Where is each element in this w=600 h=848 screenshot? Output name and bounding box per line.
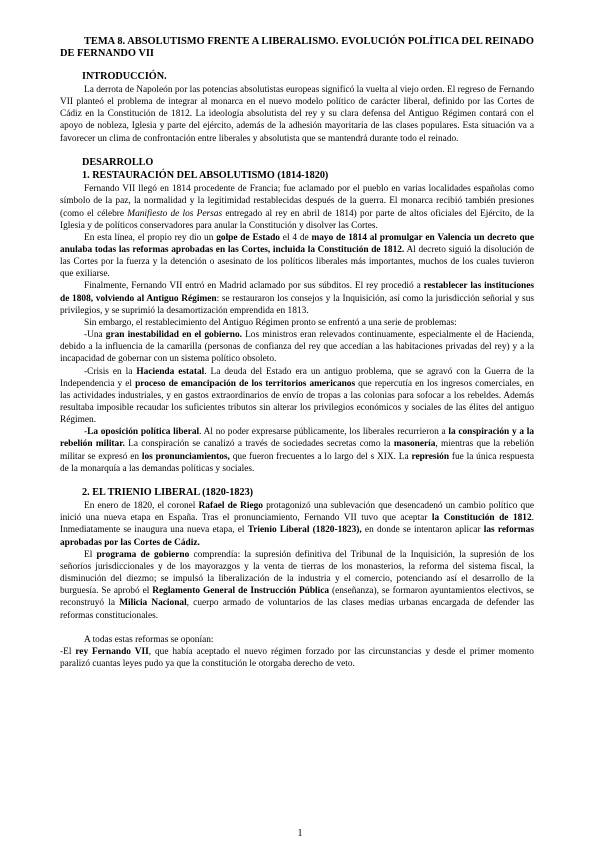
section-1-heading: 1. RESTAURACIÓN DEL ABSOLUTISMO (1814-1820) bbox=[82, 170, 329, 181]
section-2-heading: 2. EL TRIENIO LIBERAL (1820-1823) bbox=[82, 486, 254, 498]
page-content bbox=[60, 36, 534, 670]
page-number: 1 bbox=[297, 828, 303, 839]
s2-paragraph-3: A todas estas reformas se oponían: bbox=[84, 634, 214, 645]
s2-paragraph-2: El programa de gobierno comprendía: la supresión definitiva del Tribunal de la Inquisición, la supresión de los señoríos jurisdiccionales y de los mayorazgos y la venta de tierras de los monasterios, la reforma del sistema fiscal, la disminución del diezmo; se impulsó la liberalización de la industria y el comercio, potenciando así el desarrollo de la burguesía. Se aprobó el Reglamento General de Instrucción Pública (enseñanza), se formaron ayuntamientos electivos, se reconstruyó la Milicia Nacional, cuerpo armado de voluntarios de las clases medias urbanas encargada de defender las reformas constitucionales. bbox=[60, 549, 534, 621]
document-title: TEMA 8. ABSOLUTISMO FRENTE A LIBERALISMO. EVOLUCIÓN POLÍTICA DEL REINADO DE FERNANDO VII bbox=[60, 36, 534, 60]
s1-paragraph-2: En esta línea, el propio rey dio un golpe de Estado el 4 de mayo de 1814 al promulgar en Valencia un decreto que anulaba todas las reformas aprobadas en las Cortes, incluida la Constitución de 1812. Al decreto siguió la disolución de las Cortes por la fuerza y la detención o asesinato de los políticos liberales más importantes, muchos de los cuales tuvieron que exiliarse. bbox=[60, 232, 534, 280]
s2-paragraph-1: En enero de 1820, el coronel Rafael de Riego protagonizó una sublevación que desencadenó un cambio político que inició una nueva etapa en España. Tras el pronunciamiento, Fernando VII tuvo que aceptar la Constitución de 1812. Inmediatamente se inaugura una nueva etapa, el Trienio Liberal (1820-1823), en donde se intentaron aplicar las reformas aprobadas por las Cortes de Cádiz. bbox=[60, 501, 535, 548]
s1-paragraph-4: Sin embargo, el restablecimiento del Antiguo Régimen pronto se enfrentó a una serie de problemas: bbox=[84, 317, 457, 328]
s1-paragraph-7: -La oposición política liberal. Al no poder expresarse públicamente, los liberales recurrieron a la conspiración y a la rebelión militar. La conspiración se canalizó a través de sociedades secretas como la masonería, mientras que la rebelión militar se expresó en los pronunciamientos, que fueron frecuentes a lo largo del s XIX. La represión fue la única respuesta de la monarquía a las demandas políticas y sociales. bbox=[60, 427, 535, 474]
intro-heading: INTRODUCCIÓN. bbox=[82, 70, 167, 82]
s1-paragraph-3: Finalmente, Fernando VII entró en Madrid aclamado por sus súbditos. El rey procedió a restablecer las instituciones de 1808, volviendo al Antiguo Régimen: se restauraron los consejos y la Inquisición, así como la jurisdicción señorial y sus privilegios, y se suprimió la desamortización emprendida en 1813. bbox=[60, 281, 534, 316]
s1-paragraph-1: Fernando VII llegó en 1814 procedente de Francia; fue aclamado por el pueblo en varias localidades españolas como símbolo de la paz, la normalidad y la legitimidad restablecidas después de la guerra. El monarca recibió también presiones (como el célebre Manifiesto de los Persas entregado al rey en abril de 1814) por parte de altos oficiales del Ejército, de la Iglesia y de políticos conservadores para anular la Constitución y disolver las Cortes. bbox=[60, 184, 535, 231]
desarrollo-heading: DESARROLLO bbox=[82, 156, 154, 168]
s1-paragraph-5: -Una gran inestabilidad en el gobierno. Los ministros eran relevados continuamente, especialmente el de Hacienda, debido a la influencia de la camarilla (personas de confianza del rey que accedían a las habitaciones privadas del rey) y a la incapacidad de gobernar con un sistema político obsoleto. bbox=[60, 330, 534, 365]
s2-paragraph-4: -El rey Fernando VII, que había aceptado el nuevo régimen forzado por las circunstancias y desde el primer momento paralizó cuantas leyes pudo ya que la constitución le otorgaba derecho de veto. bbox=[60, 646, 534, 670]
intro-paragraph: La derrota de Napoleón por las potencias absolutistas europeas significó la vuelta al viejo orden. El regreso de Fernando VII planteó el problema de integrar al monarca en el nuevo modelo político de carácter liberal, definido por las Cortes de Cádiz en la Constitución de 1812. La ideología absolutista del rey y su clara defensa del Antiguo Régimen contará con el apoyo de nobleza, Iglesia y parte del ejército, además de la adhesión mayoritaria de las clases populares. Esta situación va a favorecer un clima de confrontación entre liberales y absolutista que se mantendrá durante todo el reinado. bbox=[60, 85, 534, 144]
s1-paragraph-6: -Crisis en la Hacienda estatal. La deuda del Estado era un antiguo problema, que se agravó con la Guerra de la Independencia y el proceso de emancipación de los territorios americanos que repercutía en los ingresos comerciales, en las actividades industriales, y en gastos extraordinarios de envío de tropas a las colonias para sofocar a los rebeldes. Además resultaba imposible recaudar los suficientes tributos sin alterar los privilegios económicos y sociales de las élites del antiguo Régimen. bbox=[60, 366, 534, 426]
